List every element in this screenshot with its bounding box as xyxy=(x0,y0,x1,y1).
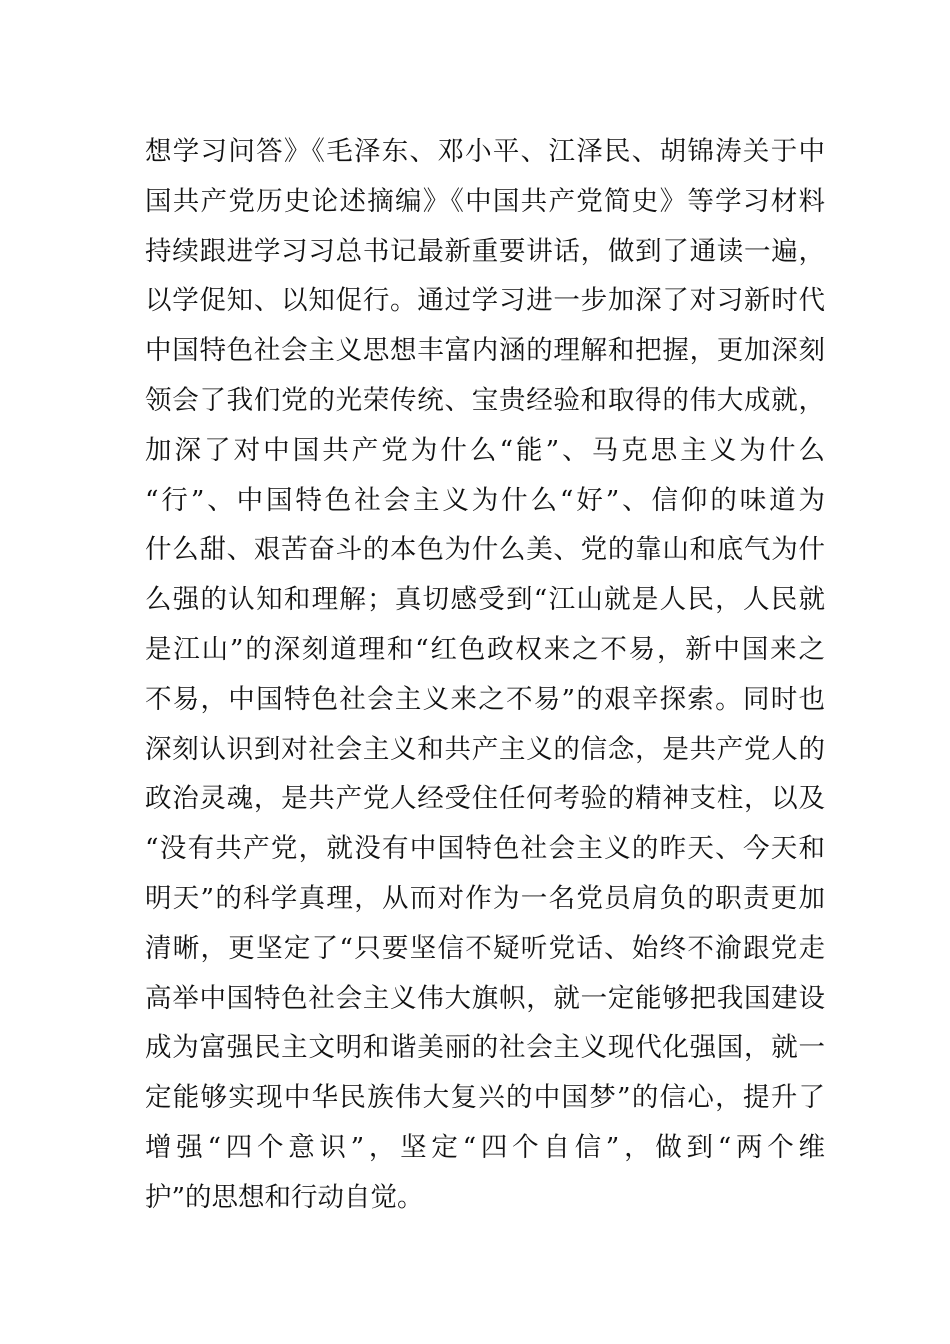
text-line: 明天”的科学真理，从而对作为一名党员肩负的职责更加 xyxy=(145,882,825,914)
body-paragraph xyxy=(145,127,825,1223)
text-line: 高举中国特色社会主义伟大旗帜，就一定能够把我国建设 xyxy=(145,982,825,1014)
text-line: 么强的认知和理解；真切感受到“江山就是人民，人民就 xyxy=(145,584,825,616)
text-line: 持续跟进学习习总书记最新重要讲话，做到了通读一遍， xyxy=(145,235,825,267)
text-line: 加深了对中国共产党为什么“能”、马克思主义为什么 xyxy=(145,434,825,466)
text-line: 是江山”的深刻道理和“红色政权来之不易，新中国来之 xyxy=(145,633,825,665)
text-line: 政治灵魂，是共产党人经受住任何考验的精神支柱，以及 xyxy=(145,783,825,815)
text-line: 不易，中国特色社会主义来之不易”的艰辛探索。同时也 xyxy=(145,683,825,715)
text-line: 增强“四个意识”，坚定“四个自信”，做到“两个维 xyxy=(145,1131,825,1163)
text-line: 领会了我们党的光荣传统、宝贵经验和取得的伟大成就， xyxy=(145,384,825,416)
text-line: 护”的思想和行动自觉。 xyxy=(145,1181,424,1213)
text-line: 以学促知、以知促行。通过学习进一步加深了对习新时代 xyxy=(145,285,825,317)
text-line: 中国特色社会主义思想丰富内涵的理解和把握，更加深刻 xyxy=(145,335,825,367)
text-line: 什么甜、艰苦奋斗的本色为什么美、党的靠山和底气为什 xyxy=(145,534,825,566)
text-line: 定能够实现中华民族伟大复兴的中国梦”的信心，提升了 xyxy=(145,1082,825,1114)
text-line: “没有共产党，就没有中国特色社会主义的昨天、今天和 xyxy=(145,833,825,865)
text-line: 成为富强民主文明和谐美丽的社会主义现代化强国，就一 xyxy=(145,1032,825,1064)
text-line: 国共产党历史论述摘编》《中国共产党简史》等学习材料 xyxy=(145,185,825,217)
text-line: “行”、中国特色社会主义为什么“好”、信仰的味道为 xyxy=(145,484,825,516)
text-line: 清晰，更坚定了“只要坚信不疑听党话、始终不渝跟党走 xyxy=(145,932,825,964)
text-line: 想学习问答》《毛泽东、邓小平、江泽民、胡锦涛关于中 xyxy=(145,136,825,167)
text-line: 深刻认识到对社会主义和共产主义的信念，是共产党人的 xyxy=(145,733,825,765)
